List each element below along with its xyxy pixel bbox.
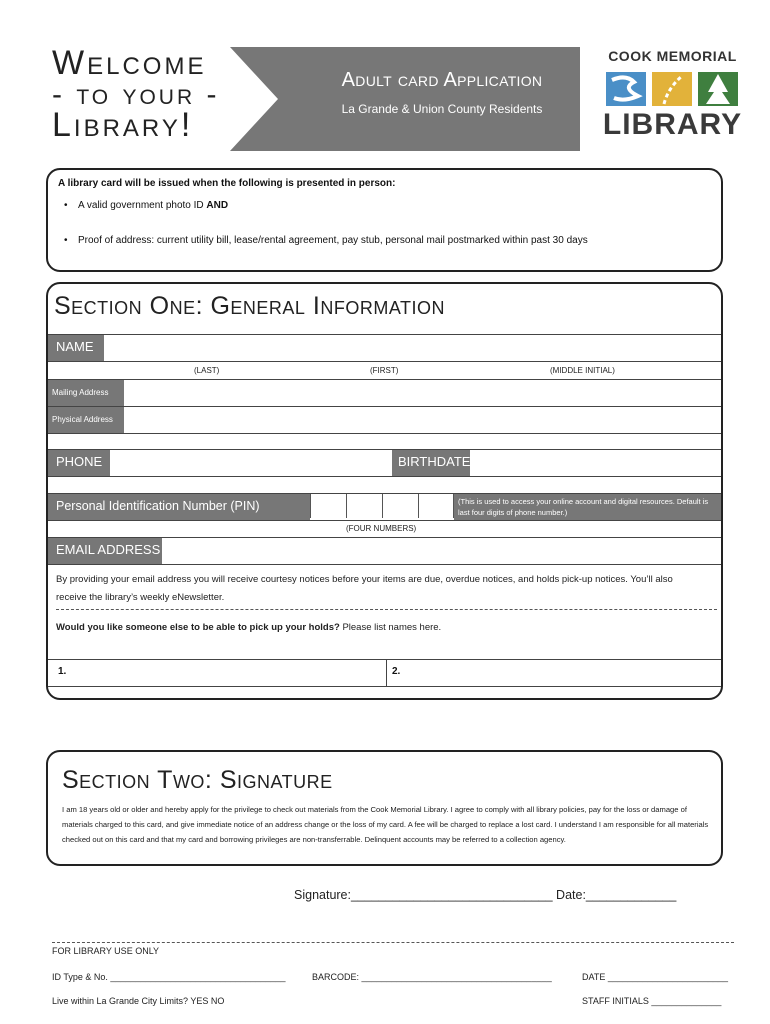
divider	[48, 433, 721, 434]
library-logo	[600, 48, 745, 148]
pin-digit-4[interactable]	[418, 494, 454, 518]
requirement-item-1-bold: AND	[206, 200, 229, 211]
city-limits-question[interactable]: Live within La Grande City Limits? YES NO	[52, 996, 225, 1006]
email-field[interactable]	[162, 538, 723, 564]
first-name-caption: (FIRST)	[370, 366, 399, 375]
pickup-person-2-label: 2.	[392, 666, 401, 677]
requirements-intro: A library card will be issued when the following is presented in person:	[58, 178, 396, 189]
divider	[48, 361, 721, 362]
requirement-item-2-text: Proof of address: current utility bill, lease/rental agreement, pay stub, personal mail postmarked within past 30 days	[78, 235, 588, 246]
requirements-box	[46, 168, 723, 272]
bullet-icon: •	[64, 200, 68, 211]
section-two-title: Section Two: Signature	[62, 766, 333, 794]
divider	[48, 476, 721, 477]
logo-graphic-icon	[604, 68, 741, 108]
holds-question	[56, 619, 716, 637]
banner-shape	[230, 47, 580, 151]
four-numbers-caption: (FOUR NUMBERS)	[346, 524, 417, 533]
divider	[48, 686, 721, 687]
welcome-heading	[52, 44, 220, 144]
application-banner	[230, 47, 580, 151]
requirement-item-1-text: A valid government photo ID	[78, 200, 207, 211]
section-signature	[46, 750, 723, 866]
dashed-divider	[56, 609, 717, 610]
library-use-divider	[52, 942, 734, 943]
email-notice: By providing your email address you will receive courtesy notices before your items are due, overdue notices, and holds pick-up notices. You’ll also receive the library’s weekly eNewsletter.	[56, 574, 673, 603]
holds-question-bold: Would you like someone else to be able to pick up your holds?	[56, 622, 340, 633]
banner-title: Adult card Application	[341, 69, 543, 91]
phone-label: PHONE	[48, 450, 110, 476]
bullet-icon: •	[64, 235, 68, 246]
pin-label: Personal Identification Number (PIN)	[48, 494, 310, 520]
banner-subtitle: La Grande & Union County Residents	[341, 102, 543, 116]
pin-digit-2[interactable]	[346, 494, 382, 518]
welcome-line-3: Library!	[52, 106, 194, 144]
divider	[386, 660, 387, 686]
id-type-field[interactable]: ID Type & No. ___________________________________	[52, 972, 286, 982]
pin-digit-1[interactable]	[310, 494, 346, 518]
last-name-caption: (LAST)	[194, 366, 220, 375]
barcode-field[interactable]: BARCODE: ______________________________________	[312, 972, 552, 982]
pin-note: (This is used to access your online account and digital resources. Default is last four digits of phone number.)	[454, 494, 723, 520]
date-field[interactable]: DATE ________________________	[582, 972, 728, 982]
pickup-person-1-field[interactable]	[72, 660, 384, 684]
requirement-item-1	[64, 200, 228, 211]
pickup-person-2-field[interactable]	[406, 660, 722, 684]
signature-date-line[interactable]: Signature:_____________________________ Date:_____________	[294, 888, 677, 902]
birthdate-label: BIRTHDATE	[392, 450, 470, 476]
requirement-item-2	[64, 235, 588, 246]
birthdate-field[interactable]	[470, 450, 723, 476]
middle-initial-caption: (MIDDLE INITIAL)	[550, 366, 615, 375]
phone-field[interactable]	[110, 450, 390, 476]
staff-initials-field[interactable]: STAFF INITIALS ______________	[582, 996, 722, 1006]
section-general-information	[46, 282, 723, 700]
name-field[interactable]	[104, 335, 723, 361]
physical-address-label: Physical Address	[48, 407, 124, 433]
pickup-person-1-label: 1.	[58, 666, 67, 677]
divider	[48, 520, 721, 521]
library-use-heading: FOR LIBRARY USE ONLY	[52, 946, 160, 956]
divider	[48, 564, 721, 565]
logo-text-top: COOK MEMORIAL	[608, 48, 737, 64]
holds-question-rest: Please list names here.	[339, 622, 442, 633]
mailing-address-label: Mailing Address	[48, 380, 124, 406]
agreement-text: I am 18 years old or older and hereby apply for the privilege to check out materials from the Cook Memorial Library. I agree to comply with all library policies, pay for the loss or damage of materials charged to this card, and give immediate notice of an address change or the loss of my card. A fee will be charged to replace a lost card. I understand I am responsible for all materials checked out on this card and that my card and borrowing privileges are non-transferrable. Delinquent accounts may be referred to a collection agency.	[62, 805, 709, 844]
email-label: EMAIL ADDRESS	[48, 538, 162, 564]
welcome-line-2: - to your -	[52, 78, 220, 111]
welcome-line-1: Welcome	[52, 44, 207, 82]
name-label: NAME	[48, 335, 104, 361]
pin-digit-3[interactable]	[382, 494, 418, 518]
logo-text-bottom: LIBRARY	[602, 108, 743, 141]
physical-address-field[interactable]	[124, 407, 723, 433]
section-one-title: Section One: General Information	[54, 292, 445, 320]
mailing-address-field[interactable]	[124, 380, 723, 406]
